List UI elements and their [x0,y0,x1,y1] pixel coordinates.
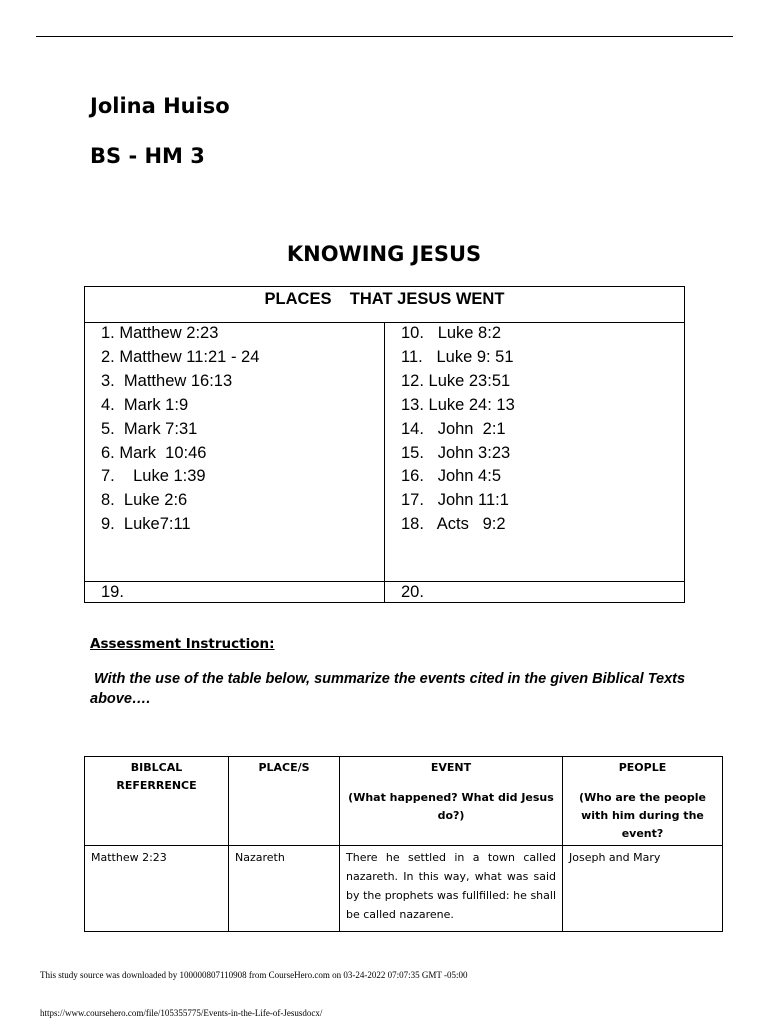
document-title: KNOWING JESUS [286,242,482,266]
places-list-item: 8. Luke 2:6 [101,491,188,510]
cell-event: There he settled in a town called nazareth. In this way, what was said by the prophets was fullfilled: he shall be called nazarene. [340,846,563,932]
places-list-item: 6. Mark 10:46 [101,443,207,462]
header-event-label: EVENT [430,761,472,774]
places-list-item: 3. Matthew 16:13 [101,371,233,390]
cell-places: Nazareth [229,846,340,932]
header-event [340,757,563,846]
header-reference [85,757,229,846]
summary-table [84,756,723,932]
places-table-heading: PLACES THAT JESUS WENT [85,287,684,323]
places-list-item: 10. Luke 8:2 [401,324,501,342]
student-course: BS - HM 3 [90,144,205,168]
student-name: Jolina Huiso [90,94,230,118]
places-list-item: 17. John 11:1 [401,491,509,510]
header-places-label: PLACE/S [258,761,310,774]
top-rule [36,36,733,37]
places-list-item: 5. Mark 7:31 [101,419,198,438]
cell-reference: Matthew 2:23 [85,846,229,932]
header-places [229,757,340,846]
places-list-item: 18. Acts 9:2 [401,515,506,534]
places-list-item: 4. Mark 1:9 [101,395,189,414]
download-note: This study source was downloaded by 100000807110908 from CourseHero.com on 03-24-2022 07:07:35 GMT -05:00 [40,970,468,980]
places-list-item: 7. Luke 1:39 [101,467,206,486]
places-list-item: 9. Luke7:11 [101,515,191,534]
places-table [84,286,685,603]
places-list-item: 12. Luke 23:51 [401,371,511,390]
places-list-item: 14. John 2:1 [401,419,506,438]
source-url: https://www.coursehero.com/file/105355775/Events-in-the-Life-of-Jesusdocx/ [40,1008,323,1018]
places-list-item: 1. Matthew 2:23 [101,324,219,342]
header-event-subtitle: (What happened? What did Jesus do?) [348,791,554,822]
places-footer-cell-19: 19. [85,582,385,602]
assessment-instruction: With the use of the table below, summarize the events cited in the given Biblical Texts above…. [90,671,690,707]
places-list-item: 2. Matthew 11:21 - 24 [101,347,260,366]
header-people-label: PEOPLE [618,761,667,774]
places-list-item: 11. Luke 9: 51 [401,347,514,366]
places-list-item: 13. Luke 24: 13 [401,395,515,414]
assessment-heading: Assessment Instruction: [90,636,275,652]
header-reference-label: BIBLCAL REFERRENCE [116,761,197,792]
places-list-item: 15. John 3:23 [401,443,511,462]
places-left-column [85,322,385,584]
places-right-column [385,322,684,584]
places-table-footer-row [85,581,684,602]
header-people [563,757,723,846]
table-row [85,846,723,932]
cell-people: Joseph and Mary [563,846,723,932]
places-list-item: 16. John 4:5 [401,467,501,486]
places-footer-cell-20: 20. [401,583,424,601]
summary-header-row [85,757,723,846]
header-people-subtitle: (Who are the people with him during the event? [579,791,706,840]
